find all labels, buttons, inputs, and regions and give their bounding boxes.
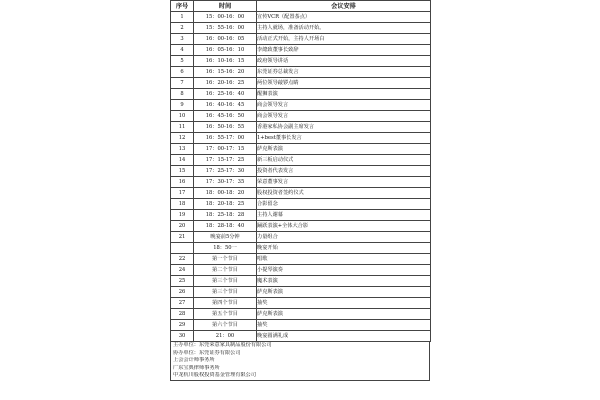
row-number: 10 — [171, 111, 194, 122]
row-agenda: 小提琴演奏 — [257, 265, 431, 276]
row-number: 11 — [171, 122, 194, 133]
row-number: 28 — [171, 309, 194, 320]
row-time: 16：10-16：15 — [194, 56, 257, 67]
row-number: 25 — [171, 276, 194, 287]
row-time: 晚宴前5分钟 — [194, 232, 257, 243]
row-time: 16：05-16：10 — [194, 45, 257, 56]
row-number: 29 — [171, 320, 194, 331]
table-row — [171, 331, 431, 342]
row-time: 16：45-16：50 — [194, 111, 257, 122]
row-time: 15：55-16：00 — [194, 23, 257, 34]
table-row — [171, 111, 431, 122]
table-row — [171, 276, 431, 287]
table-row — [171, 177, 431, 188]
row-time: 第五个节目 — [194, 309, 257, 320]
row-time: 第四个节目 — [194, 298, 257, 309]
footer-line: 中龙杭川股权投资基金管理有限公司 — [173, 372, 257, 379]
row-agenda: 两位领导敲锣点睛 — [257, 78, 431, 89]
table-row — [171, 56, 431, 67]
row-agenda: 主持人就场，准备活动开始。 — [257, 23, 431, 34]
row-agenda: 萨克斯表演 — [257, 144, 431, 155]
row-number: 16 — [171, 177, 194, 188]
row-number: 9 — [171, 100, 194, 111]
row-agenda: 晚宴开始 — [257, 243, 431, 254]
row-number: 22 — [171, 254, 194, 265]
row-number: 2 — [171, 23, 194, 34]
row-agenda: 唱歌 — [257, 254, 431, 265]
row-number: 19 — [171, 210, 194, 221]
table-row — [171, 12, 431, 23]
schedule-sheet — [170, 0, 430, 400]
row-number: 7 — [171, 78, 194, 89]
row-time: 第三个节目 — [194, 287, 257, 298]
row-number: 21 — [171, 232, 194, 243]
row-agenda: 抽奖 — [257, 298, 431, 309]
footer-line: 广东宝典律师事务所 — [173, 364, 220, 371]
row-agenda: 1+best董事长发言 — [257, 133, 431, 144]
row-number: 24 — [171, 265, 194, 276]
table-row — [171, 133, 431, 144]
row-time: 16：15-16：20 — [194, 67, 257, 78]
row-time: 16：25-16：40 — [194, 89, 257, 100]
row-number: 6 — [171, 67, 194, 78]
row-number: 20 — [171, 221, 194, 232]
table-row — [171, 155, 431, 166]
row-agenda: 萨克斯表演 — [257, 309, 431, 320]
row-time: 17：15-17：25 — [194, 155, 257, 166]
row-agenda: 商会领导发言 — [257, 100, 431, 111]
table-row — [171, 89, 431, 100]
row-agenda: 香港家私协会副主席发言 — [257, 122, 431, 133]
row-agenda: 李總致董事长致辞 — [257, 45, 431, 56]
table-row — [171, 122, 431, 133]
table-row — [171, 144, 431, 155]
row-time: 18：25-18：28 — [194, 210, 257, 221]
row-time: 17：25-17：30 — [194, 166, 257, 177]
row-time: 18：50一 — [194, 243, 257, 254]
row-agenda: 宣传VCR（配置茶点） — [257, 12, 431, 23]
row-number: 4 — [171, 45, 194, 56]
row-time: 17：00-17：15 — [194, 144, 257, 155]
table-row — [171, 265, 431, 276]
row-time: 21：00 — [194, 331, 257, 342]
table-row — [171, 243, 431, 254]
footer-line: 主办单位：东莞荣意家具制品股份有限公司 — [173, 342, 272, 348]
row-agenda: 醒狮表演 — [257, 89, 431, 100]
row-time: 16：50-16：55 — [194, 122, 257, 133]
row-number: 12 — [171, 133, 194, 144]
row-agenda: 合影留念 — [257, 199, 431, 210]
row-time: 17：30-17：35 — [194, 177, 257, 188]
table-row — [171, 100, 431, 111]
row-number: 3 — [171, 34, 194, 45]
row-number: 8 — [171, 89, 194, 100]
row-agenda: 踊跃表演+全体大合影 — [257, 221, 431, 232]
schedule-rows — [171, 12, 431, 342]
organizers-footer — [170, 342, 430, 381]
table-row — [171, 298, 431, 309]
schedule-table — [170, 0, 431, 342]
row-time: 15：00-16：00 — [194, 12, 257, 23]
row-agenda: 政府领导讲话 — [257, 56, 431, 67]
row-time: 第一个节目 — [194, 254, 257, 265]
table-row — [171, 23, 431, 34]
row-agenda: 投资者代表发言 — [257, 166, 431, 177]
row-time: 18：00-18：20 — [194, 188, 257, 199]
row-agenda: 晚宴圆满礼成 — [257, 331, 431, 342]
table-row — [171, 188, 431, 199]
table-row — [171, 78, 431, 89]
row-agenda: 东莞证券总裁发言 — [257, 67, 431, 78]
table-row — [171, 199, 431, 210]
row-agenda: 商会领导发言 — [257, 111, 431, 122]
row-agenda: 活动正式开始，主持人开场白 — [257, 34, 431, 45]
row-time: 16：00-16：05 — [194, 34, 257, 45]
footer-line: 协办单位：东莞证券有限公司 — [173, 349, 241, 356]
row-time: 18：28-18：40 — [194, 221, 257, 232]
row-agenda: 魔术表演 — [257, 276, 431, 287]
header-time: 时间 — [194, 1, 257, 12]
row-time: 第二个节目 — [194, 265, 257, 276]
row-agenda: 股权投资者签约仪式 — [257, 188, 431, 199]
row-time: 18：20-18：25 — [194, 199, 257, 210]
row-time: 第三个节目 — [194, 276, 257, 287]
table-row — [171, 309, 431, 320]
row-number: 27 — [171, 298, 194, 309]
table-row — [171, 254, 431, 265]
row-time: 16：40-16：45 — [194, 100, 257, 111]
row-time: 第六个节目 — [194, 320, 257, 331]
table-row — [171, 166, 431, 177]
row-time: 16：55-17：00 — [194, 133, 257, 144]
table-row — [171, 221, 431, 232]
row-time: 16：20-16：25 — [194, 78, 257, 89]
header-agenda: 会议安排 — [257, 1, 431, 12]
row-number: 17 — [171, 188, 194, 199]
row-number: 5 — [171, 56, 194, 67]
row-number: 1 — [171, 12, 194, 23]
table-row — [171, 287, 431, 298]
row-number: 15 — [171, 166, 194, 177]
table-row — [171, 320, 431, 331]
row-agenda: 主持人谢幕 — [257, 210, 431, 221]
table-row — [171, 45, 431, 56]
row-agenda: 抽奖 — [257, 320, 431, 331]
row-agenda: 荣意董事发言 — [257, 177, 431, 188]
header-row — [171, 1, 431, 12]
table-row — [171, 67, 431, 78]
row-number: 14 — [171, 155, 194, 166]
header-no: 序号 — [171, 1, 194, 12]
row-number — [171, 243, 194, 254]
row-agenda: 力量组合 — [257, 232, 431, 243]
row-agenda: 新三板启动仪式 — [257, 155, 431, 166]
row-number: 26 — [171, 287, 194, 298]
table-row — [171, 232, 431, 243]
row-number: 30 — [171, 331, 194, 342]
footer-line: 上会会计师事务所 — [173, 357, 215, 364]
table-row — [171, 34, 431, 45]
row-agenda: 萨克斯表演 — [257, 287, 431, 298]
table-row — [171, 210, 431, 221]
row-number: 18 — [171, 199, 194, 210]
row-number: 13 — [171, 144, 194, 155]
